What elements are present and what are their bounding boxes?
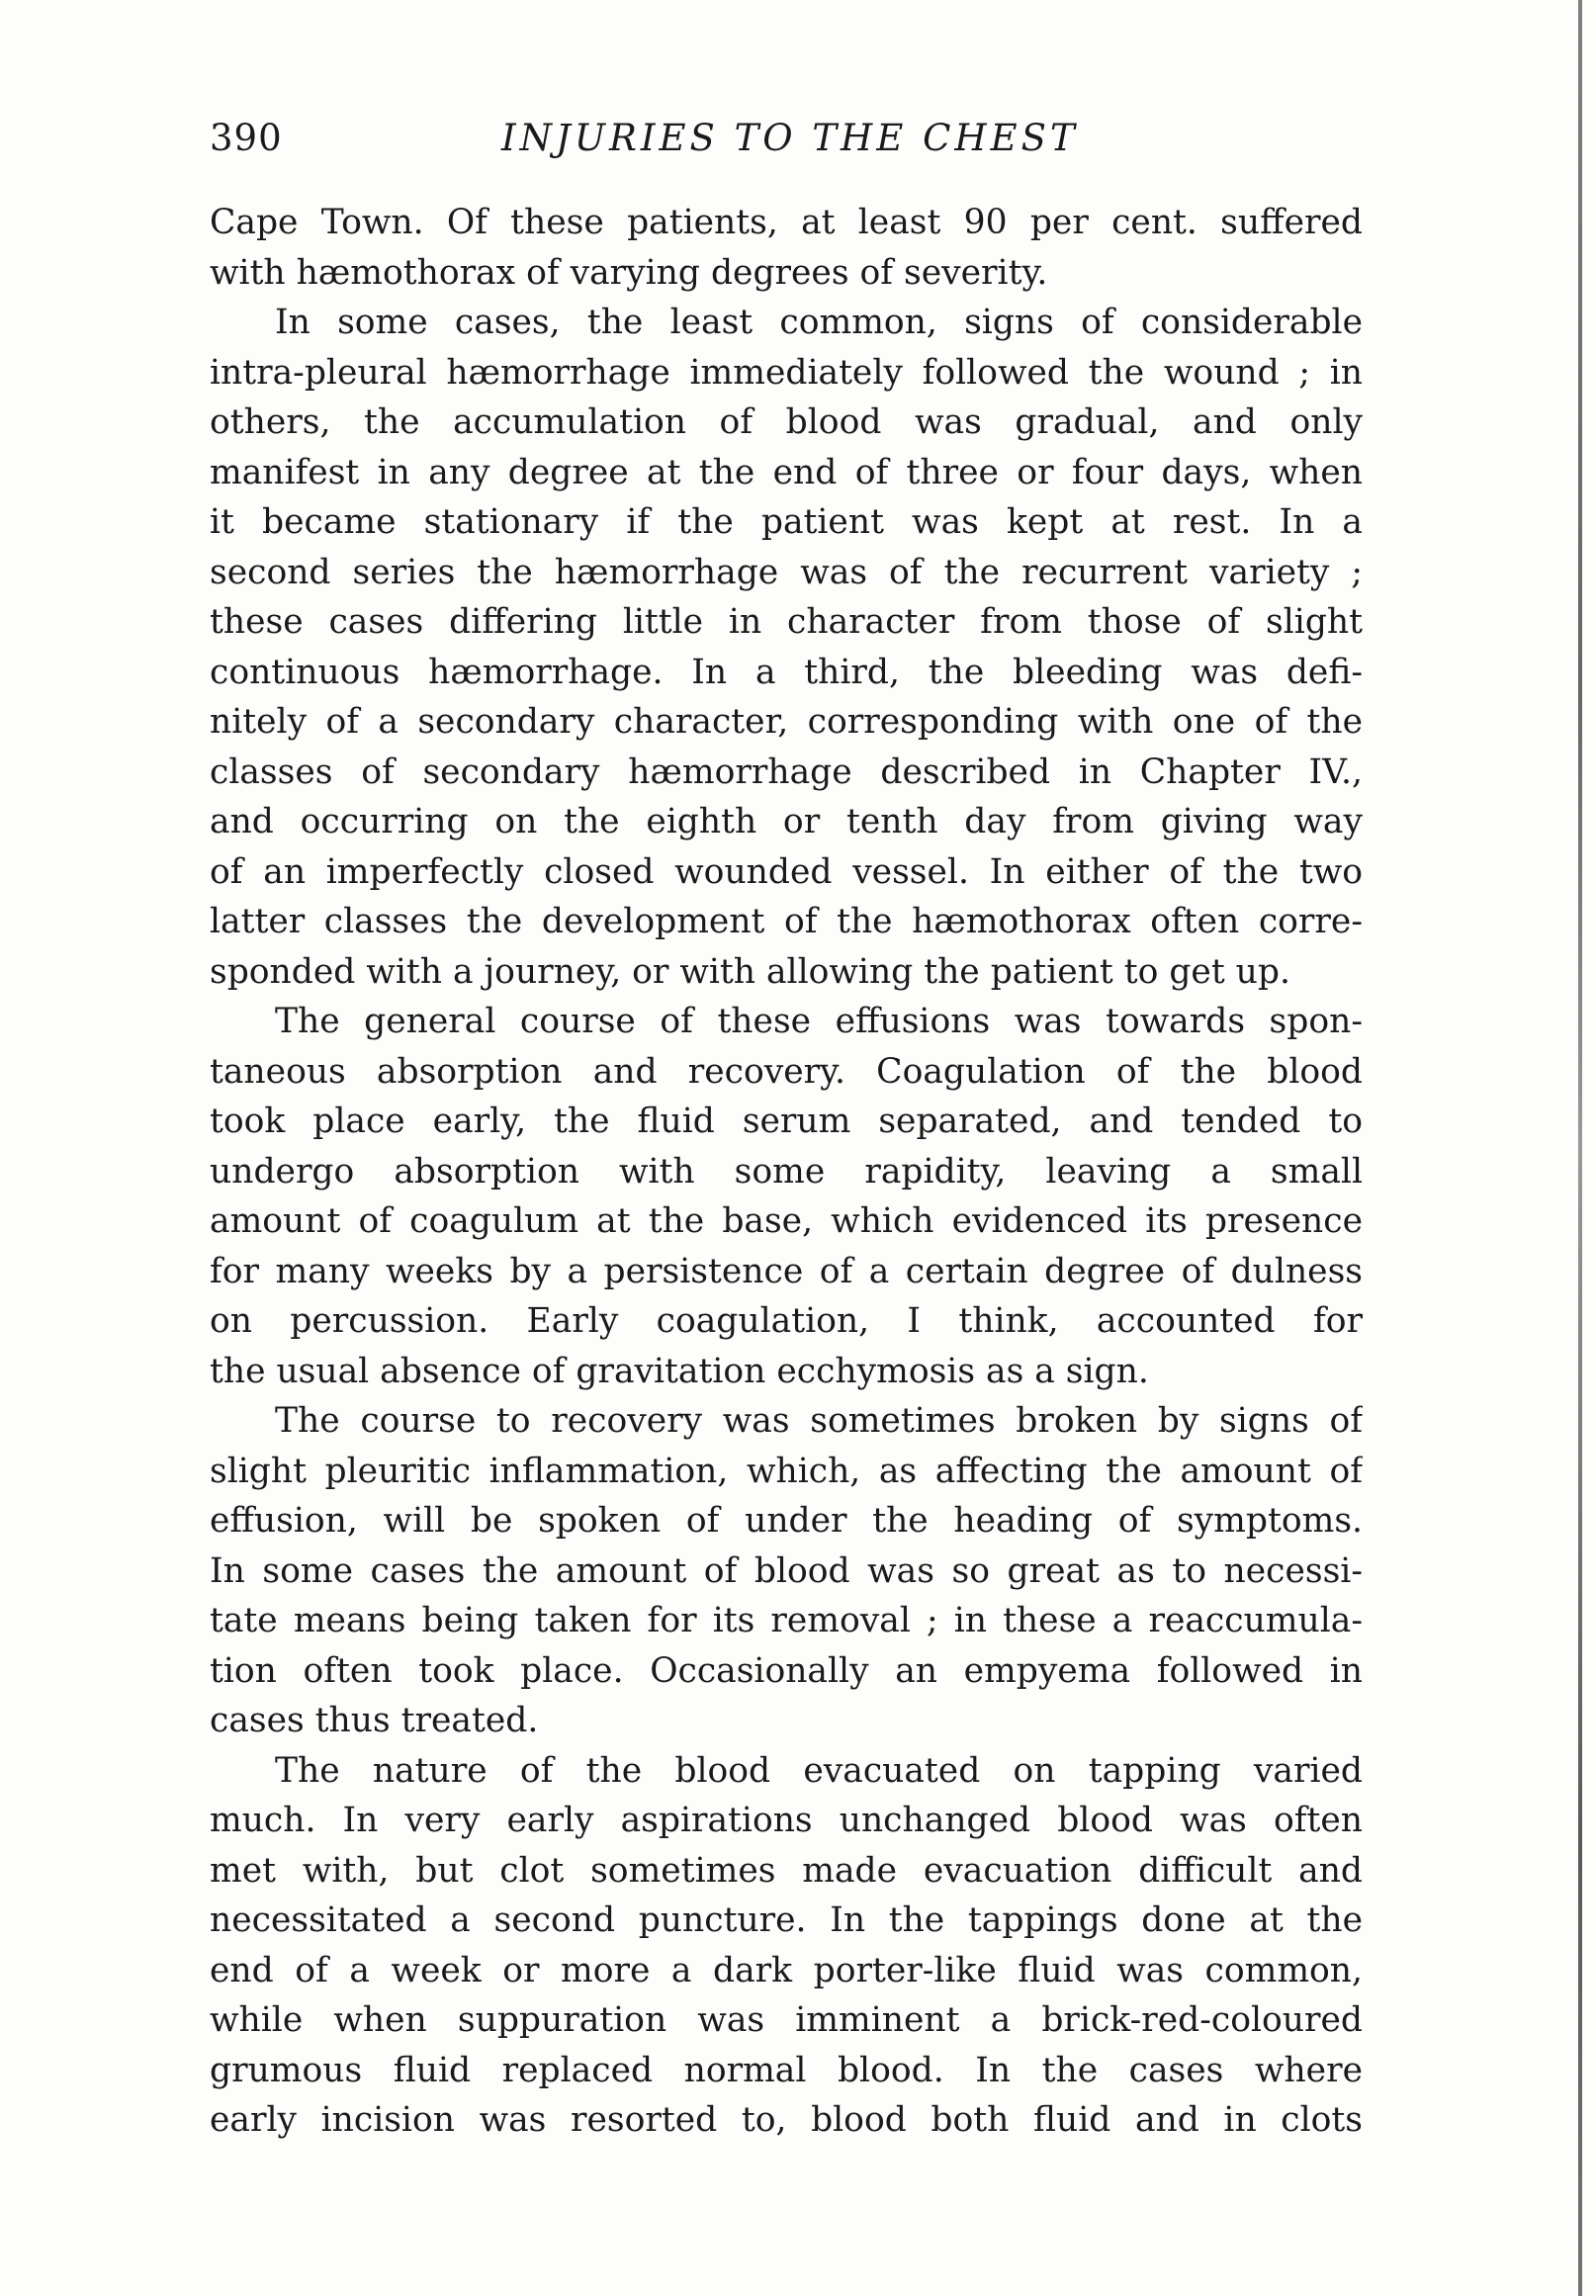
text-line: tion often took place. Occasionally an empyema followed in xyxy=(210,1650,1363,1691)
text-line: latter classes the development of the hæmothorax often corre- xyxy=(210,902,1363,941)
text-line: The course to recovery was sometimes broken by signs of xyxy=(275,1401,1363,1441)
text-line: undergo absorption with some rapidity, leaving a small xyxy=(210,1151,1363,1192)
text-line: necessitated a second puncture. In the tappings done at the xyxy=(210,1900,1363,1940)
text-line: In some cases, the least common, signs of considerable xyxy=(275,303,1363,342)
page-number: 390 xyxy=(210,117,283,159)
text-line: effusion, will be spoken of under the heading of symptoms. xyxy=(210,1501,1363,1541)
text-line: with hæmothorax of varying degrees of severity. xyxy=(210,252,1048,293)
running-title: INJURIES TO THE CHEST xyxy=(501,117,1079,159)
text-line: these cases differing little in character from those of slight xyxy=(210,602,1363,642)
text-line: on percussion. Early coagulation, I think, accounted for xyxy=(210,1301,1363,1341)
text-line: tate means being taken for its removal ; in these a reaccumula- xyxy=(210,1601,1363,1640)
text-line: classes of secondary hæmorrhage described in Chapter IV., xyxy=(210,751,1363,792)
body-text xyxy=(210,198,1363,2146)
text-line: In some cases the amount of blood was so great as to necessi- xyxy=(210,1550,1363,1591)
text-line: early incision was resorted to, blood both fluid and in clots xyxy=(210,2100,1363,2140)
text-line: taneous absorption and recovery. Coagulation of the blood xyxy=(210,1051,1363,1092)
text-line: The general course of these effusions was towards spon- xyxy=(275,1002,1363,1041)
text-line: met with, but clot sometimes made evacuation difficult and xyxy=(210,1850,1363,1891)
page-edge-shadow xyxy=(1578,0,1582,2296)
text-line: manifest in any degree at the end of three or four days, when xyxy=(210,452,1363,492)
text-line: slight pleuritic inflammation, which, as affecting the amount of xyxy=(210,1451,1363,1491)
text-line: grumous fluid replaced normal blood. In the cases where xyxy=(210,2050,1363,2090)
text-line: sponded with a journey, or with allowing the patient to get up. xyxy=(210,951,1290,992)
paragraph xyxy=(210,1746,1363,2146)
text-line: intra-pleural hæmorrhage immediately followed the wound ; in xyxy=(210,352,1363,393)
paragraph xyxy=(210,298,1363,997)
text-line: end of a week or more a dark porter-like fluid was common, xyxy=(210,1950,1363,1990)
text-line: Cape Town. Of these patients, at least 90 per cent. suffered xyxy=(210,203,1363,242)
text-line: for many weeks by a persistence of a certain degree of dulness xyxy=(210,1251,1363,1291)
text-line: cases thus treated. xyxy=(210,1701,539,1740)
text-line: much. In very early aspirations unchanged blood was often xyxy=(210,1801,1363,1840)
paragraph xyxy=(210,997,1363,1396)
paragraph xyxy=(210,1396,1363,1746)
paragraph xyxy=(210,198,1363,298)
text-line: it became stationary if the patient was kept at rest. In a xyxy=(210,502,1363,542)
text-line: continuous hæmorrhage. In a third, the bleeding was defi- xyxy=(210,652,1363,692)
running-head xyxy=(210,117,1367,166)
text-line: and occurring on the eighth or tenth day from giving way xyxy=(210,802,1363,841)
text-line: of an imperfectly closed wounded vessel. In either of the two xyxy=(210,851,1363,892)
text-line: The nature of the blood evacuated on tapping varied xyxy=(275,1750,1363,1791)
text-line: the usual absence of gravitation ecchymosis as a sign. xyxy=(210,1351,1149,1391)
text-line: others, the accumulation of blood was gradual, and only xyxy=(210,402,1363,442)
text-line: second series the hæmorrhage was of the recurrent variety ; xyxy=(210,552,1363,592)
text-line: took place early, the fluid serum separated, and tended to xyxy=(210,1102,1363,1141)
text-line: nitely of a secondary character, corresponding with one of the xyxy=(210,702,1363,742)
text-line: while when suppuration was imminent a brick-red-coloured xyxy=(210,2000,1363,2040)
text-line: amount of coagulum at the base, which evidenced its presence xyxy=(210,1201,1363,1241)
